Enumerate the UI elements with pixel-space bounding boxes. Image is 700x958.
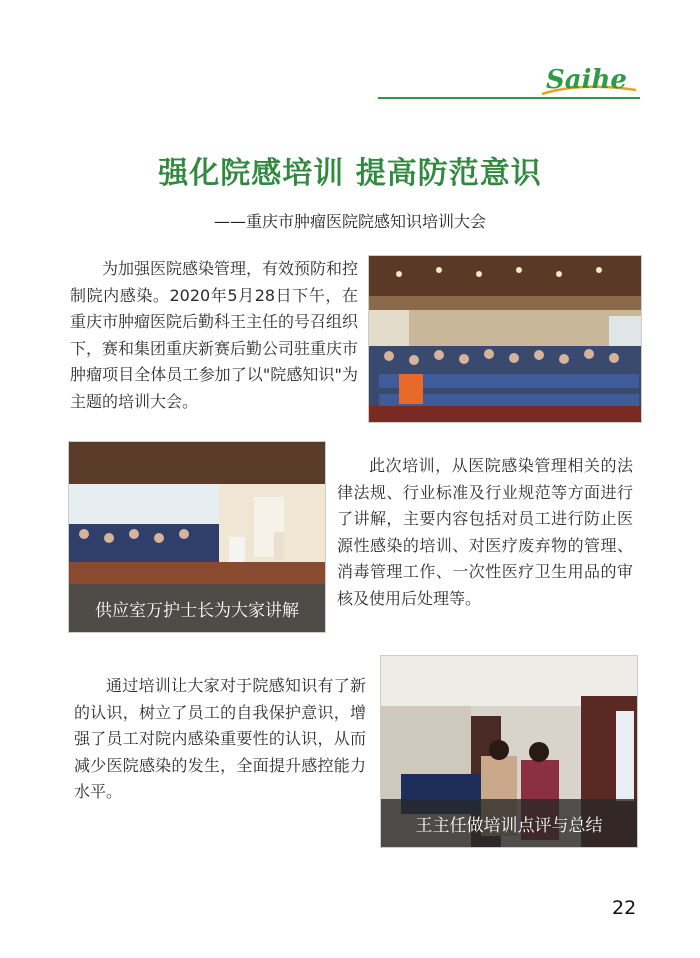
page-title: 强化院感培训 提高防范意识 — [158, 156, 542, 191]
photo3-caption: 王主任做培训点评与总结 — [381, 799, 637, 847]
logo-text: Saihe — [546, 65, 627, 95]
photo2-caption: 供应室万护士长为大家讲解 — [69, 584, 325, 632]
paragraph-training-content: 此次培训，从医院感染管理相关的法律法规、行业标准及行业规范等方面进行了讲解，主要内容包括对员工进行防止医源性感染的培训、对医疗废弃物的管理、消毒管理工作、一次性医疗卫生用品的审核及使用后处理等。 — [337, 456, 633, 608]
header-rule — [378, 97, 640, 99]
page-number: 22 — [612, 897, 637, 919]
photo-training-audience — [368, 255, 642, 423]
photo-nurse-explaining — [68, 441, 326, 633]
paragraph-intro: 为加强医院感染管理，有效预防和控制院内感染。2020年5月28日下午，在重庆市肿瘤医院后勤科王主任的号召组织下，赛和集团重庆新赛后勤公司驻重庆市肿瘤项目全体员工参加了以"院感知识"为主题的培训大会。 — [70, 259, 359, 411]
page-subtitle: ——重庆市肿瘤医院院感知识培训大会 — [213, 212, 486, 231]
saihe-logo — [540, 60, 640, 100]
paragraph-training-result: 通过培训让大家对于院感知识有了新的认识，树立了员工的自我保护意识，增强了员工对院内感染重要性的认识，从而减少医院感染的发生，全面提升感控能力水平。 — [74, 676, 366, 801]
photo-director-summary — [380, 655, 638, 848]
